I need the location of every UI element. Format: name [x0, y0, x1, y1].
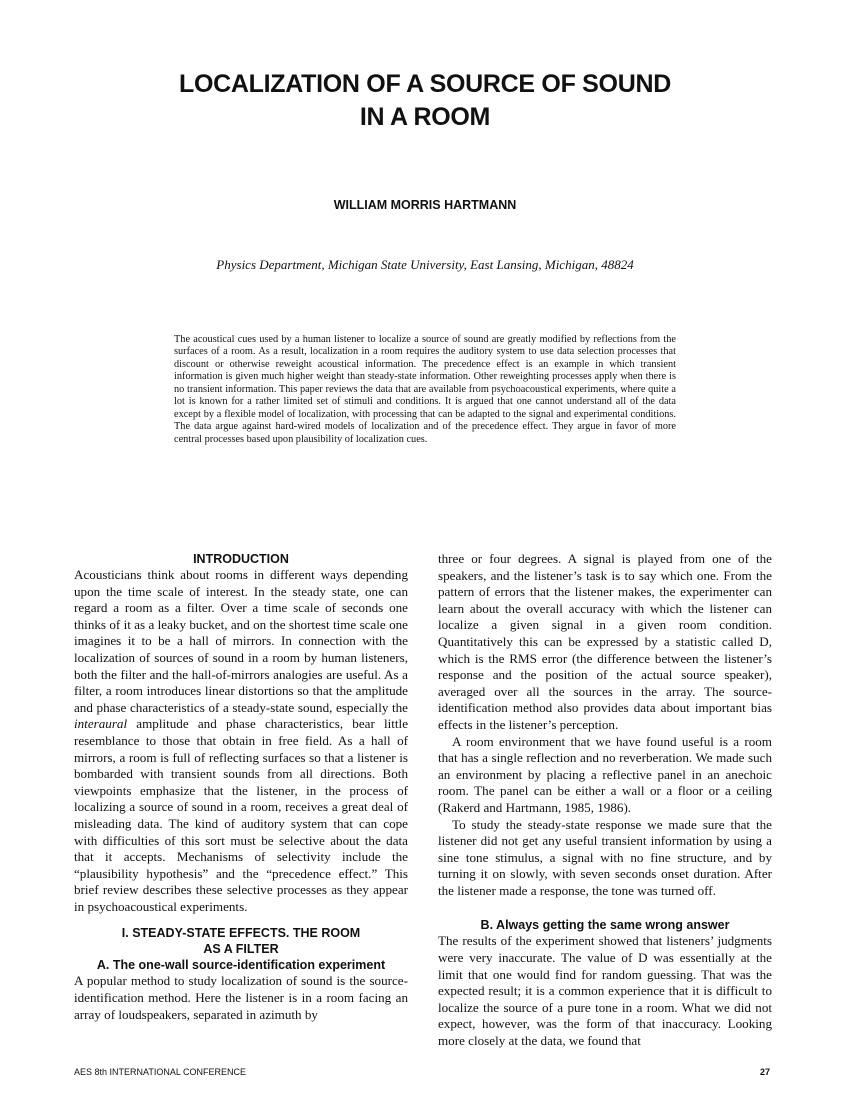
author-name: WILLIAM MORRIS HARTMANN — [333, 198, 517, 212]
right-paragraph-1: three or four degrees. A signal is played from one of the speakers, and the listener’s task is to say which one. From the pattern of errors that the listener makes, the experimenter can learn about the overall accuracy with which the listener can localize a given signal in a given room condition. Quantitatively this can be expressed by a statistic called D, which is the RMS error (the difference between the listener’s response and the position of the actual source speaker), averaged over all the sources in the array. The source-identification method also provides data about important bias effects in the listener’s perception. — [438, 551, 772, 732]
footer-conference: AES 8th INTERNATIONAL CONFERENCE — [74, 1067, 247, 1077]
paper-title — [0, 68, 850, 134]
right-paragraph-3: To study the steady-state response we made sure that the listener did not get any useful transient information by using a sine tone stimulus, a signal with no fine structure, and by turning it on slowly, with seven seconds onset duration. After the listener made a response, the tone was turned off. — [438, 816, 772, 898]
right-paragraph-2: A room environment that we have found useful is a room that has a single reflection and no reverberation. We made such an environment by placing a reflective panel in an anechoic room. The panel can be either a wall or a floor or a ceiling (Rakerd and Hartmann, 1985, 1986). — [438, 733, 772, 815]
intro-text-b: amplitude and phase characteristics, bear little resemblance to those that obtain in free field. As a hall of mirrors, a room is full of reflecting surfaces so that a listener is bombarded with transient sounds from all directions. Both viewpoints emphasize that the listener, in the process of localizing a source of sound in a room, receives a great deal of misleading data. The kind of auditory system that can cope with difficulties of this sort must be selective about the data that it accepts. Mechanisms of selectivity include the “plausibility hypothesis” and the “precedence effect.” This brief review describes these selective processes as they appear in psychoacoustical experiments. — [74, 716, 408, 914]
intro-text-emphasis: interaural — [74, 716, 128, 732]
intro-heading: INTRODUCTION — [193, 552, 289, 566]
section-1-heading-line-1: I. STEADY-STATE EFFECTS. THE ROOM — [121, 926, 361, 941]
subsection-b-heading: B. Always getting the same wrong answer — [480, 918, 730, 933]
left-column — [74, 551, 408, 1023]
intro-paragraph — [74, 567, 408, 915]
section-1-heading — [74, 925, 408, 957]
right-column — [438, 551, 772, 1050]
section-1-heading-line-2: AS A FILTER — [203, 942, 279, 957]
title-line-2: IN A ROOM — [359, 103, 491, 131]
subsection-a-heading: A. The one-wall source-identification experiment — [96, 958, 386, 973]
title-line-1: LOCALIZATION OF A SOURCE OF SOUND — [179, 70, 671, 98]
intro-text-a: Acousticians think about rooms in different ways depending upon the time scale of interest. In the steady state, one can regard a room as a filter. Over a time scale of seconds one thinks of it as a leaky bucket, and on the shortest time scale one imagines it to be a hall of mirrors. In connection with the localization of sources of sound in a room by human listeners, both the filter and the hall-of-mirrors analogies are useful. As a filter, a room introduces linear distortions so that the amplitude and phase characteristics of a steady-state sound, especially the — [74, 567, 408, 715]
affiliation: Physics Department, Michigan State University, East Lansing, Michigan, 48824 — [216, 257, 634, 272]
subsection-b-paragraph: The results of the experiment showed that listeners’ judgments were very inaccurate. The value of D was essentially at the limit that one would find for random guessing. That was the expected result; it is a common experience that it is difficult to localize the source of a pure tone in a room. What we did not expect, however, was the form of that inaccuracy. Looking more closely at the data, we found that — [438, 933, 772, 1049]
subsection-a-paragraph: A popular method to study localization of sound is the source-identification method. Here the listener is in a room facing an array of loudspeakers, separated in azimuth by — [74, 973, 408, 1022]
abstract: The acoustical cues used by a human listener to localize a source of sound are greatly modified by reflections from the surfaces of a room. As a result, localization in a room requires the auditory system to use data selection processes that discount or otherwise reweight acoustical information. The precedence effect is an example in which transient information is given much higher weight than steady-state information. Other reweighting processes apply when there is no transient information. This paper reviews the data that are available from psychoacoustical experiments, where quite a lot is known for a rather limited set of stimuli and conditions. It is argued that one cannot understand all of the data except by a flexible model of localization, with processing that can be adapted to the signal and experimental conditions. The data argue against hard-wired models of localization and of the precedence effect. They argue in favor of more central processes based upon plausibility of localization cues. — [174, 334, 676, 445]
page-number: 27 — [760, 1067, 771, 1077]
